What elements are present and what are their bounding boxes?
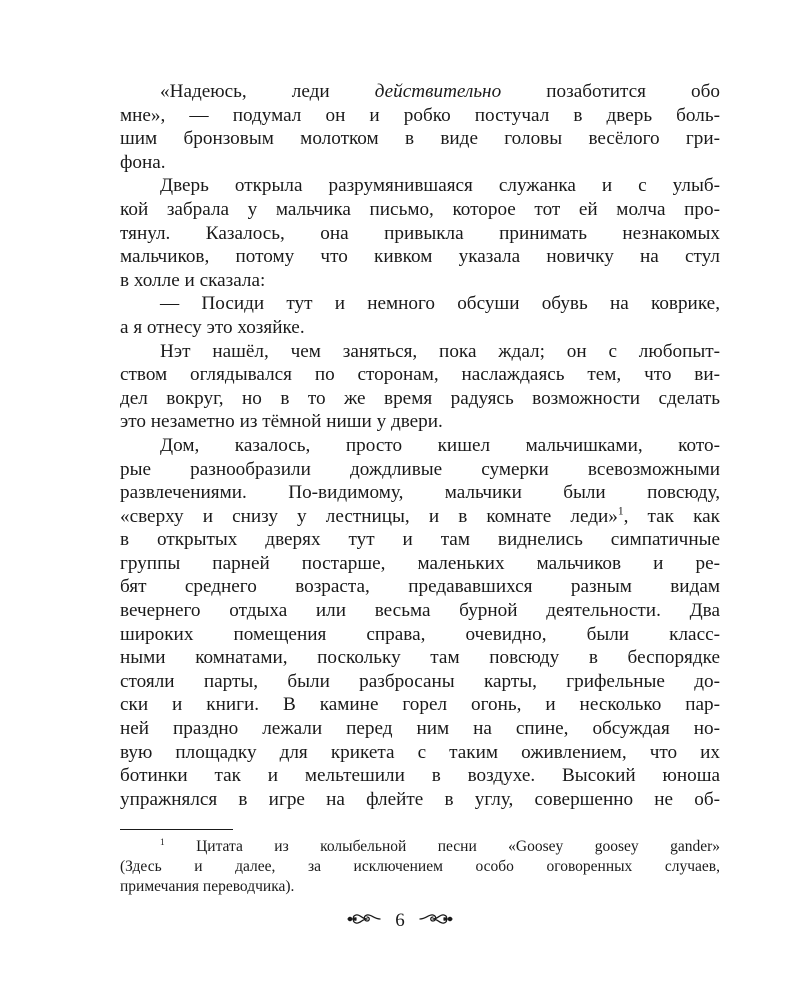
footnote-line: примечания переводчика). [120, 878, 295, 895]
text-line: в открытых дверях тут и там виднелись симпатичные [120, 529, 720, 551]
text-line: стояли парты, были разбросаны карты, грифельные до- [120, 670, 720, 692]
text-line: рые разнообразили дождливые сумерки всевозможными [120, 458, 720, 480]
text-line: это незаметно из тёмной ниши у двери. [120, 411, 443, 433]
text-line: тянул. Казалось, она привыкла принимать незнакомых [120, 222, 720, 244]
text-line: а я отнесу это хозяйке. [120, 316, 305, 338]
page-number: 6 [395, 910, 405, 931]
left-flourish-icon [347, 911, 381, 932]
text-line: Дом, казалось, просто кишел мальчишками, кото- [160, 434, 720, 456]
text-line: мальчиков, потому что кивком указала новичку на стул [120, 246, 720, 268]
text-line: шим бронзовым молотком в виде головы весёлого гри- [120, 128, 720, 150]
text-line: вечернего отдыха или весьма бурной деятельности. Два [120, 600, 720, 622]
text-line: ней праздно лежали перед ним на спине, обсуждая но- [120, 718, 720, 740]
page-body [120, 80, 720, 811]
footnote-line: (Здесь и далее, за исключением особо оговоренных случаев, [120, 858, 720, 875]
main-text [120, 80, 720, 811]
right-flourish-icon [419, 911, 453, 932]
footnote-divider [120, 829, 233, 830]
text-line: широких помещения справа, очевидно, были класс- [120, 623, 720, 645]
emphasis: действительно [374, 81, 502, 102]
text-line: развлечениями. По-видимому, мальчики были повсюду, [120, 482, 720, 504]
text-line: ством оглядывался по сторонам, наслаждаясь тем, что ви- [120, 364, 720, 386]
text-line: бят среднего возраста, предававшихся разным видам [120, 576, 720, 598]
footnote-mark: 1 [160, 837, 165, 848]
text-line: в холле и сказала: [120, 269, 266, 291]
text-line: «сверху и снизу у лестницы, и в комнате леди»$^1$, так как [120, 505, 720, 527]
text-line: — Посиди тут и немного обсуши обувь на коврике, [160, 293, 720, 315]
text-line: «Надеюсь, леди действительно позаботится обо [160, 81, 720, 102]
text-line: ботинки так и мельтешили в воздухе. Высокий юноша [120, 765, 720, 787]
text-line: мне», — подумал он и робко постучал в дверь боль- [120, 104, 720, 126]
page-footer [0, 910, 800, 932]
text-line: кой забрала у мальчика письмо, которое тот ей молча про- [120, 198, 720, 220]
text-line: группы парней постарше, маленьких мальчиков и ре- [120, 552, 720, 574]
text-line: ски и книги. В камине горел огонь, и несколько пар- [120, 694, 720, 716]
text-line: упражнялся в игре на флейте в углу, совершенно не об- [120, 788, 720, 810]
text-line: вую площадку для крикета с таким оживлением, что их [120, 741, 720, 763]
footnote-line: $^1$ Цитата из колыбельной песни «Goosey goosey gander» [160, 837, 720, 855]
text-line: дел вокруг, но в то же время радуясь возможности сделать [120, 387, 720, 409]
footnote-ref[interactable]: 1 [617, 505, 624, 518]
text-line: Дверь открыла разрумянившаяся служанка и с улыб- [160, 175, 720, 197]
text-line: ными комнатами, поскольку там повсюду в беспорядке [120, 647, 720, 669]
text-line: Нэт нашёл, чем заняться, пока ждал; он с любопыт- [160, 340, 720, 362]
text-line: фона. [120, 151, 166, 173]
footnote [120, 837, 720, 897]
